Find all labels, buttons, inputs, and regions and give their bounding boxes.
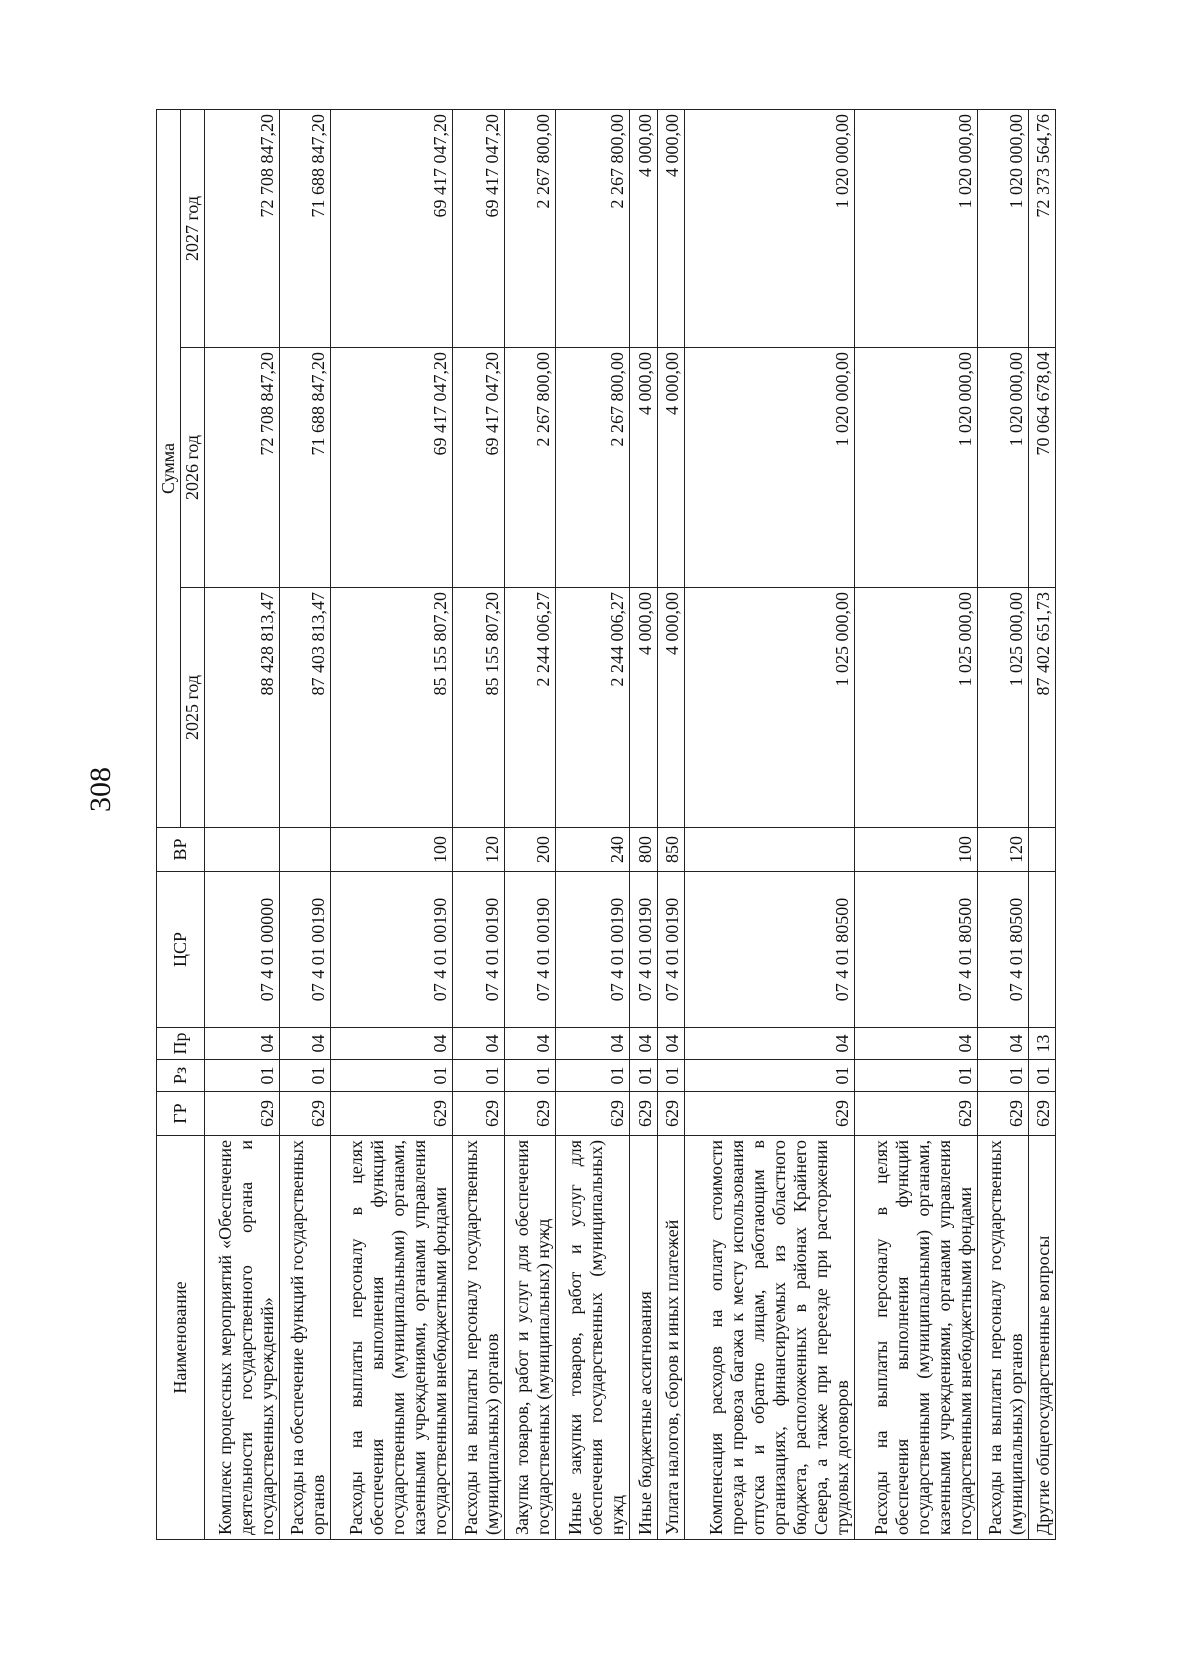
cell-2026: 69 417 047,20: [453, 348, 504, 588]
cell-csr: [1028, 872, 1055, 1028]
cell-vr: 850: [657, 828, 684, 872]
cell-2025: 1 025 000,00: [977, 588, 1028, 828]
cell-rz: 01: [504, 1060, 555, 1092]
header-csr: ЦСР: [157, 872, 205, 1028]
header-gr: ГР: [157, 1092, 205, 1136]
cell-csr: 07 4 01 80500: [855, 872, 978, 1028]
cell-2026: 2 267 800,00: [504, 348, 555, 588]
table-row: [855, 109, 978, 1539]
cell-2025: 85 155 807,20: [453, 588, 504, 828]
cell-rz: 01: [630, 1060, 657, 1092]
table-row: [1028, 109, 1055, 1539]
cell-pr: 04: [555, 1028, 630, 1060]
cell-2026: 2 267 800,00: [555, 348, 630, 588]
cell-2026: 69 417 047,20: [330, 348, 453, 588]
cell-rz: 01: [330, 1060, 453, 1092]
table-row: [205, 109, 280, 1539]
cell-2026: 4 000,00: [630, 348, 657, 588]
cell-name: Компенсация расходов на оплату стоимости проезда и провоза багажа к месту использования отпуска и обратно лицам, работающим в организациях, финансируемых из областного бюджета, расположенных в районах Крайнего Севера, а также при переезде при расторжении трудовых договоров: [684, 1136, 854, 1540]
cell-vr: 200: [504, 828, 555, 872]
cell-csr: 07 4 01 00190: [453, 872, 504, 1028]
cell-vr: [684, 828, 854, 872]
cell-name: Иные закупки товаров, работ и услуг для обеспечения государственных (муниципальных) нужд: [555, 1136, 630, 1540]
cell-csr: 07 4 01 00190: [279, 872, 330, 1028]
header-2026: 2026 год: [181, 348, 205, 588]
cell-2025: 1 025 000,00: [684, 588, 854, 828]
cell-name: Расходы на обеспечение функций государственных органов: [279, 1136, 330, 1540]
table-row: [684, 109, 854, 1539]
cell-name: Уплата налогов, сборов и иных платежей: [657, 1136, 684, 1540]
cell-vr: 800: [630, 828, 657, 872]
cell-2026: 1 020 000,00: [977, 348, 1028, 588]
cell-name: Другие общегосударственные вопросы: [1028, 1136, 1055, 1540]
cell-vr: [279, 828, 330, 872]
cell-csr: 07 4 01 00190: [330, 872, 453, 1028]
cell-csr: 07 4 01 00190: [504, 872, 555, 1028]
cell-rz: 01: [1028, 1060, 1055, 1092]
cell-pr: 04: [279, 1028, 330, 1060]
table-row: [630, 109, 657, 1539]
cell-csr: 07 4 01 00190: [657, 872, 684, 1028]
cell-name: Расходы на выплаты персоналу государственных (муниципальных) органов: [977, 1136, 1028, 1540]
cell-pr: 04: [657, 1028, 684, 1060]
cell-2026: 4 000,00: [657, 348, 684, 588]
cell-pr: 04: [684, 1028, 854, 1060]
cell-gr: 629: [330, 1092, 453, 1136]
cell-2027: 71 688 847,20: [279, 109, 330, 347]
budget-table: [156, 109, 1056, 1540]
table-row: [504, 109, 555, 1539]
cell-name: Расходы на выплаты персоналу в целях обеспечения выполнения функций государственными (муниципальными) органами, казенными учреждениями, органами управления государственными внебюджетными фондами: [855, 1136, 978, 1540]
cell-name: Расходы на выплаты персоналу государственных (муниципальных) органов: [453, 1136, 504, 1540]
cell-vr: 240: [555, 828, 630, 872]
cell-rz: 01: [977, 1060, 1028, 1092]
cell-2025: 2 244 006,27: [504, 588, 555, 828]
table-body: [205, 109, 1056, 1539]
cell-2027: 72 708 847,20: [205, 109, 280, 347]
cell-gr: 629: [855, 1092, 978, 1136]
cell-vr: [1028, 828, 1055, 872]
cell-rz: 01: [453, 1060, 504, 1092]
cell-gr: 629: [684, 1092, 854, 1136]
cell-name: Комплекс процессных мероприятий «Обеспечение деятельности государственного органа и государственных учреждений»: [205, 1136, 280, 1540]
cell-pr: 04: [977, 1028, 1028, 1060]
cell-rz: 01: [684, 1060, 854, 1092]
cell-rz: 01: [657, 1060, 684, 1092]
table-row: [453, 109, 504, 1539]
header-pr: Пр: [157, 1028, 205, 1060]
cell-2027: 4 000,00: [630, 109, 657, 347]
table-row: [657, 109, 684, 1539]
cell-2027: 72 373 564,76: [1028, 109, 1055, 347]
cell-gr: 629: [504, 1092, 555, 1136]
cell-rz: 01: [855, 1060, 978, 1092]
cell-2027: 69 417 047,20: [330, 109, 453, 347]
cell-2025: 4 000,00: [657, 588, 684, 828]
cell-2026: 1 020 000,00: [684, 348, 854, 588]
cell-gr: 629: [279, 1092, 330, 1136]
cell-2025: 87 402 651,73: [1028, 588, 1055, 828]
cell-vr: 120: [453, 828, 504, 872]
cell-2025: 85 155 807,20: [330, 588, 453, 828]
cell-2025: 88 428 813,47: [205, 588, 280, 828]
header-name: Наименование: [157, 1136, 205, 1540]
cell-gr: 629: [977, 1092, 1028, 1136]
table-row: [977, 109, 1028, 1539]
cell-name: Закупка товаров, работ и услуг для обеспечения государственных (муниципальных) нужд: [504, 1136, 555, 1540]
cell-rz: 01: [279, 1060, 330, 1092]
cell-name: Расходы на выплаты персоналу в целях обеспечения выполнения функций государственными (муниципальными) органами, казенными учреждениями, органами управления государственными внебюджетными фондами: [330, 1136, 453, 1540]
cell-2026: 1 020 000,00: [855, 348, 978, 588]
cell-gr: 629: [630, 1092, 657, 1136]
cell-vr: 100: [330, 828, 453, 872]
cell-name: Иные бюджетные ассигнования: [630, 1136, 657, 1540]
cell-2026: 71 688 847,20: [279, 348, 330, 588]
cell-pr: 04: [330, 1028, 453, 1060]
cell-vr: [205, 828, 280, 872]
cell-2027: 4 000,00: [657, 109, 684, 347]
cell-csr: 07 4 01 00190: [555, 872, 630, 1028]
cell-2025: 2 244 006,27: [555, 588, 630, 828]
header-sum: Сумма: [157, 109, 181, 827]
cell-2027: 1 020 000,00: [855, 109, 978, 347]
cell-2026: 70 064 678,04: [1028, 348, 1055, 588]
header-vr: ВР: [157, 828, 205, 872]
page-number: 308: [84, 767, 117, 812]
cell-pr: 04: [855, 1028, 978, 1060]
cell-2027: 2 267 800,00: [504, 109, 555, 347]
cell-vr: 120: [977, 828, 1028, 872]
header-2025: 2025 год: [181, 588, 205, 828]
cell-csr: 07 4 01 00190: [630, 872, 657, 1028]
cell-csr: 07 4 01 00000: [205, 872, 280, 1028]
table-row: [330, 109, 453, 1539]
table-row: [555, 109, 630, 1539]
cell-pr: 04: [453, 1028, 504, 1060]
header-2027: 2027 год: [181, 109, 205, 347]
cell-gr: 629: [657, 1092, 684, 1136]
cell-2027: 1 020 000,00: [977, 109, 1028, 347]
cell-vr: 100: [855, 828, 978, 872]
cell-gr: 629: [1028, 1092, 1055, 1136]
cell-pr: 04: [630, 1028, 657, 1060]
cell-2025: 1 025 000,00: [855, 588, 978, 828]
header-rz: Рз: [157, 1060, 205, 1092]
cell-2027: 1 020 000,00: [684, 109, 854, 347]
cell-gr: 629: [205, 1092, 280, 1136]
cell-gr: 629: [555, 1092, 630, 1136]
cell-pr: 04: [504, 1028, 555, 1060]
cell-2025: 87 403 813,47: [279, 588, 330, 828]
cell-rz: 01: [205, 1060, 280, 1092]
cell-2027: 69 417 047,20: [453, 109, 504, 347]
cell-pr: 13: [1028, 1028, 1055, 1060]
cell-csr: 07 4 01 80500: [684, 872, 854, 1028]
table-row: [279, 109, 330, 1539]
cell-gr: 629: [453, 1092, 504, 1136]
cell-rz: 01: [555, 1060, 630, 1092]
cell-2026: 72 708 847,20: [205, 348, 280, 588]
cell-pr: 04: [205, 1028, 280, 1060]
cell-csr: 07 4 01 80500: [977, 872, 1028, 1028]
cell-2027: 2 267 800,00: [555, 109, 630, 347]
cell-2025: 4 000,00: [630, 588, 657, 828]
